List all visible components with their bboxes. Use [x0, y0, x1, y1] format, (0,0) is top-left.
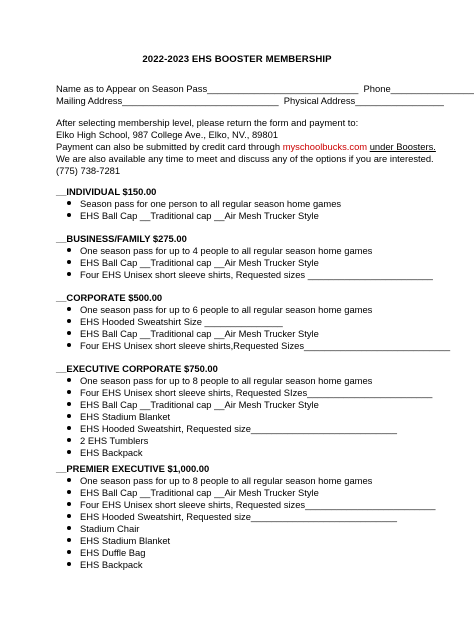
- bullet-icon: [67, 260, 71, 264]
- bullet-icon: [67, 514, 71, 518]
- tier-item-text: EHS Ball Cap __Traditional cap __Air Mesh Trucker Style: [80, 399, 319, 410]
- bullet-icon: [67, 319, 71, 323]
- bullet-icon: [67, 538, 71, 542]
- tier-item-text: Season pass for one person to all regular season home games: [80, 198, 342, 209]
- tier-item-corporate: [67, 328, 319, 340]
- tier-item-text: One season pass for up to 8 people to all regular season home games: [80, 375, 373, 386]
- bullet-icon: [67, 331, 71, 335]
- bullet-icon: [67, 307, 71, 311]
- tier-item-text: EHS Hooded Sweatshirt, Requested size____________________________: [80, 423, 397, 434]
- tier-item-text: One season pass for up to 4 people to all regular season home games: [80, 245, 373, 256]
- tier-item-corporate: [67, 316, 283, 328]
- tier-item-text: EHS Hooded Sweatshirt Size _______________: [80, 316, 283, 327]
- tier-item-text: Stadium Chair: [80, 523, 140, 534]
- bullet-icon: [67, 450, 71, 454]
- tier-item-premier: [67, 559, 143, 571]
- tier-item-executive: [67, 375, 372, 387]
- tier-item-premier: [67, 499, 435, 511]
- tier-item-text: EHS Duffle Bag: [80, 547, 146, 558]
- tier-item-text: EHS Stadium Blanket: [80, 411, 171, 422]
- tier-item-premier: [67, 487, 319, 499]
- bullet-icon: [67, 478, 71, 482]
- tier-item-executive: [67, 423, 397, 435]
- bullet-icon: [67, 550, 71, 554]
- instructions-address: Elko High School, 987 College Ave., Elko, NV., 89801: [56, 129, 279, 140]
- myschoolbucks-link[interactable]: myschoolbucks.com: [282, 141, 368, 152]
- tier-item-text: Four EHS Unisex short sleeve shirts, Requested sizes_________________________: [80, 499, 436, 510]
- tier-heading-executive[interactable]: __EXECUTIVE CORPORATE $750.00: [56, 363, 218, 374]
- instructions-meet: We are also available any time to meet and discuss any of the options if you are interested.: [56, 153, 434, 164]
- bullet-icon: [67, 272, 71, 276]
- bullet-icon: [67, 378, 71, 382]
- bullet-icon: [67, 502, 71, 506]
- tier-item-text: One season pass for up to 6 people to all regular season home games: [80, 304, 373, 315]
- tier-heading-corporate[interactable]: __CORPORATE $500.00: [56, 292, 163, 303]
- bullet-icon: [67, 390, 71, 394]
- bullet-icon: [67, 201, 71, 205]
- bullet-icon: [67, 490, 71, 494]
- bullet-icon: [67, 248, 71, 252]
- tier-item-text: EHS Backpack: [80, 559, 143, 570]
- tier-item-individual: [67, 198, 341, 210]
- tier-item-text: EHS Ball Cap __Traditional cap __Air Mesh Trucker Style: [80, 210, 319, 221]
- tier-item-executive: [67, 447, 143, 459]
- tier-item-executive: [67, 399, 319, 411]
- tier-item-premier: [67, 475, 372, 487]
- tier-item-text: EHS Ball Cap __Traditional cap __Air Mesh Trucker Style: [80, 328, 319, 339]
- address-field[interactable]: Mailing Address______________________________ Physical Address_________________: [56, 95, 444, 106]
- tier-item-business: [67, 245, 372, 257]
- tier-item-premier: [67, 535, 170, 547]
- bullet-icon: [67, 438, 71, 442]
- under-boosters-text: under Boosters.: [369, 141, 436, 152]
- tier-item-text: EHS Ball Cap __Traditional cap __Air Mesh Trucker Style: [80, 257, 319, 268]
- tier-item-corporate: [67, 304, 372, 316]
- tier-item-text: 2 EHS Tumblers: [80, 435, 149, 446]
- tier-item-executive: [67, 435, 148, 447]
- tier-item-business: [67, 257, 319, 269]
- tier-item-business: [67, 269, 433, 281]
- tier-heading-individual[interactable]: __INDIVIDUAL $150.00: [56, 186, 157, 197]
- tier-item-text: EHS Stadium Blanket: [80, 535, 171, 546]
- tier-item-individual: [67, 210, 319, 222]
- bullet-icon: [67, 213, 71, 217]
- name-phone-field[interactable]: Name as to Appear on Season Pass_____________________________ Phone________________: [56, 83, 474, 94]
- instructions-line-1: After selecting membership level, please return the form and payment to:: [56, 117, 359, 128]
- tier-item-text: Four EHS Unisex short sleeve shirts,Requested Sizes____________________________: [80, 340, 451, 351]
- tier-item-text: EHS Hooded Sweatshirt, Requested size____________________________: [80, 511, 397, 522]
- page-title: 2022-2023 EHS BOOSTER MEMBERSHIP: [142, 54, 332, 65]
- tier-item-premier: [67, 523, 139, 535]
- instructions-payment: [56, 141, 436, 153]
- tier-item-corporate: [67, 340, 450, 352]
- tier-item-premier: [67, 511, 397, 523]
- instructions-phone: (775) 738-7281: [56, 165, 121, 176]
- tier-item-executive: [67, 387, 432, 399]
- tier-heading-business[interactable]: __BUSINESS/FAMILY $275.00: [56, 233, 187, 244]
- tier-item-text: EHS Backpack: [80, 447, 143, 458]
- bullet-icon: [67, 343, 71, 347]
- payment-text: Payment can also be submitted by credit card through: [56, 141, 283, 152]
- tier-item-text: Four EHS Unisex short sleeve shirts, Requested SIzes________________________: [80, 387, 433, 398]
- tier-item-executive: [67, 411, 170, 423]
- bullet-icon: [67, 402, 71, 406]
- tier-item-text: EHS Ball Cap __Traditional cap __Air Mesh Trucker Style: [80, 487, 319, 498]
- tier-item-text: Four EHS Unisex short sleeve shirts, Requested sizes ________________________: [80, 269, 433, 280]
- bullet-icon: [67, 426, 71, 430]
- tier-item-text: One season pass for up to 8 people to all regular season home games: [80, 475, 373, 486]
- tier-heading-premier[interactable]: __PREMIER EXECUTIVE $1,000.00: [56, 463, 210, 474]
- tier-item-premier: [67, 547, 146, 559]
- bullet-icon: [67, 562, 71, 566]
- bullet-icon: [67, 526, 71, 530]
- bullet-icon: [67, 414, 71, 418]
